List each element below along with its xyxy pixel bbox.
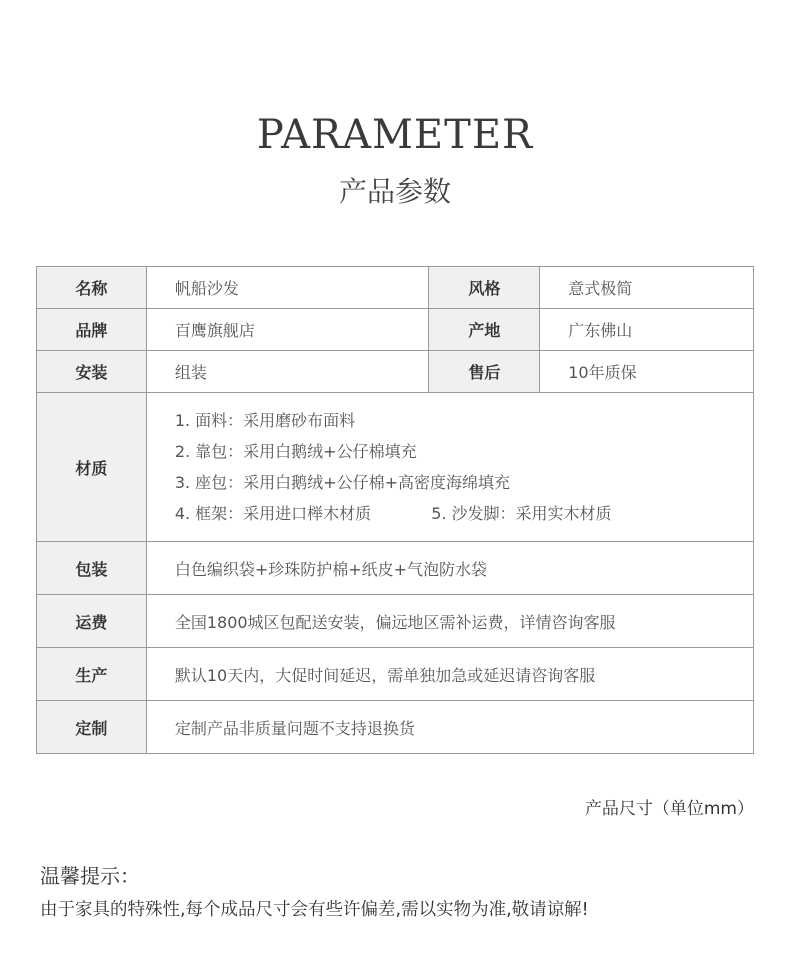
table-row (37, 393, 754, 542)
custom-label: 定制 (37, 701, 147, 754)
custom-value: 定制产品非质量问题不支持退换货 (146, 701, 753, 754)
style-label: 风格 (429, 267, 540, 309)
tips-text: 由于家具的特殊性,每个成品尺寸会有些许偏差,需以实物为准,敬请谅解! (40, 900, 589, 920)
table-row (37, 309, 754, 351)
material-line-5: 5. 沙发脚：采用实木材质 (431, 504, 612, 523)
after-sales-label: 售后 (429, 351, 540, 393)
material-value (146, 393, 753, 542)
material-line-4-row (175, 498, 753, 529)
table-row (37, 595, 754, 648)
after-sales-value: 10年质保 (540, 351, 754, 393)
install-label: 安装 (37, 351, 147, 393)
table-row (37, 267, 754, 309)
tips-title: 温馨提示： (40, 864, 140, 888)
origin-label: 产地 (429, 309, 540, 351)
origin-value: 广东佛山 (540, 309, 754, 351)
packaging-value: 白色编织袋+珍珠防护棉+纸皮+气泡防水袋 (146, 542, 753, 595)
shipping-value: 全国1800城区包配送安装，偏远地区需补运费，详情咨询客服 (146, 595, 753, 648)
table-row (37, 701, 754, 754)
name-value: 帆船沙发 (146, 267, 429, 309)
material-line-4: 4. 框架：采用进口榉木材质 (174, 504, 372, 523)
style-value: 意式极简 (540, 267, 754, 309)
brand-value: 百鹰旗舰店 (146, 309, 429, 351)
shipping-label: 运费 (37, 595, 147, 648)
brand-label: 品牌 (37, 309, 147, 351)
table-row (37, 542, 754, 595)
page-title-en: PARAMETER (256, 112, 534, 158)
packaging-label: 包装 (37, 542, 147, 595)
material-line-1: 1. 面料：采用磨砂布面料 (174, 411, 356, 430)
table-row (37, 648, 754, 701)
table-row (37, 351, 754, 393)
parameter-table (36, 266, 754, 754)
name-label: 名称 (37, 267, 147, 309)
material-line-2: 2. 靠包：采用白鹅绒+公仔棉填充 (174, 442, 417, 461)
production-value: 默认10天内，大促时间延迟，需单独加急或延迟请咨询客服 (146, 648, 753, 701)
page-title-cn: 产品参数 (338, 175, 451, 208)
size-note: 产品尺寸（单位mm） (584, 799, 754, 819)
material-line-3: 3. 座包：采用白鹅绒+公仔棉+高密度海绵填充 (174, 473, 510, 492)
production-label: 生产 (37, 648, 147, 701)
install-value: 组装 (146, 351, 429, 393)
material-label: 材质 (37, 393, 147, 542)
